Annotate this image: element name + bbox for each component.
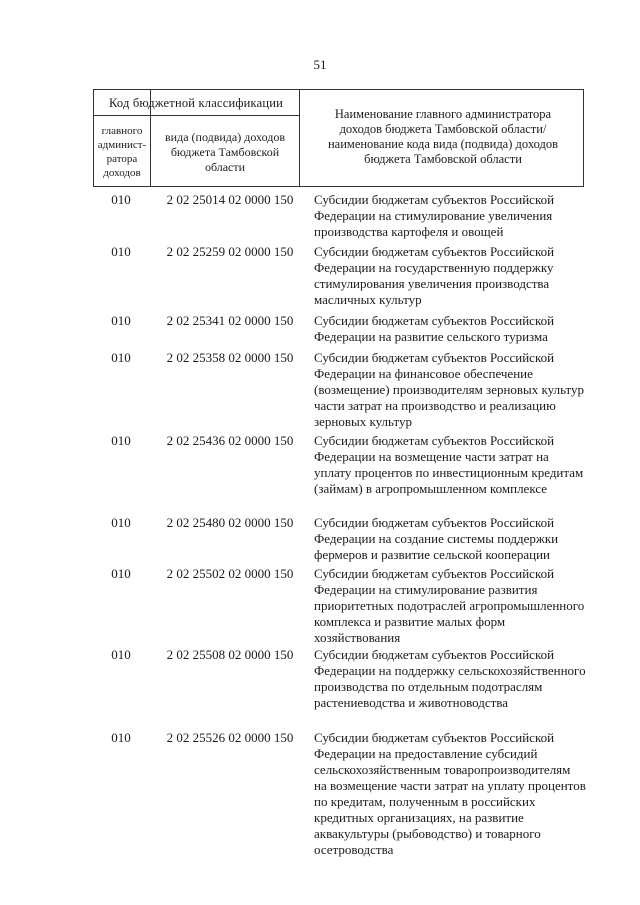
header-divider-name bbox=[299, 90, 300, 186]
header-border-right bbox=[583, 90, 584, 186]
budget-code: 2 02 25480 02 0000 150 bbox=[166, 515, 294, 530]
header-group-title: Код бюджетной классификации bbox=[108, 96, 284, 110]
admin-code: 010 bbox=[111, 730, 131, 745]
admin-code: 010 bbox=[111, 515, 131, 530]
page-number: 51 bbox=[313, 57, 327, 72]
income-name: Субсидии бюджетам субъектов Российской Федерации на государственную поддержку стимулирования увеличения производства масличных культур bbox=[314, 244, 555, 307]
header-col-code: вида (подвида) доходов бюджета Тамбовской области bbox=[165, 130, 285, 174]
admin-code: 010 bbox=[111, 647, 131, 662]
budget-code: 2 02 25508 02 0000 150 bbox=[166, 647, 294, 662]
admin-code: 010 bbox=[111, 313, 131, 328]
header-group-divider bbox=[93, 115, 299, 116]
table-header bbox=[93, 89, 584, 187]
admin-code: 010 bbox=[111, 192, 131, 207]
income-name: Субсидии бюджетам субъектов Российской Федерации на поддержку сельскохозяйственного производства по отдельным подотраслям растениеводства и животноводства bbox=[314, 647, 586, 710]
income-name: Субсидии бюджетам субъектов Российской Федерации на возмещение части затрат на уплату процентов по инвестиционным кредитам (займам) в агропромышленном комплексе bbox=[314, 433, 584, 496]
income-name: Субсидии бюджетам субъектов Российской Федерации на развитие сельского туризма bbox=[314, 313, 555, 344]
admin-code: 010 bbox=[111, 244, 131, 259]
budget-code: 2 02 25502 02 0000 150 bbox=[166, 566, 294, 581]
budget-code: 2 02 25014 02 0000 150 bbox=[166, 192, 294, 207]
income-name: Субсидии бюджетам субъектов Российской Федерации на финансовое обеспечение (возмещение) производителям зерновых культур части затрат на производство и реализацию зерновых культур bbox=[314, 350, 585, 429]
income-name: Субсидии бюджетам субъектов Российской Федерации на создание системы поддержки фермеров и развитие сельской кооперации bbox=[314, 515, 559, 562]
budget-code: 2 02 25358 02 0000 150 bbox=[166, 350, 294, 365]
budget-code: 2 02 25436 02 0000 150 bbox=[166, 433, 294, 448]
budget-code: 2 02 25341 02 0000 150 bbox=[166, 313, 294, 328]
admin-code: 010 bbox=[111, 566, 131, 581]
admin-code: 010 bbox=[111, 350, 131, 365]
header-col-name: Наименование главного администратора доходов бюджета Тамбовской области/наименование кода вида (подвида) доходов бюджета Тамбовской области bbox=[327, 107, 558, 166]
income-name: Субсидии бюджетам субъектов Российской Федерации на предоставление субсидий сельскохозяйственным товаропроизводителям на возмещение части затрат на уплату процентов по кредитам, полученным в российских кредитных организациях, на развитие аквакультуры (рыбоводство) и товарного осетроводства bbox=[314, 730, 586, 857]
budget-code: 2 02 25526 02 0000 150 bbox=[166, 730, 294, 745]
budget-code: 2 02 25259 02 0000 150 bbox=[166, 244, 294, 259]
header-col-admin: главного админист-ратора доходов bbox=[97, 125, 147, 179]
admin-code: 010 bbox=[111, 433, 131, 448]
income-name: Субсидии бюджетам субъектов Российской Федерации на стимулирование увеличения производства картофеля и овощей bbox=[314, 192, 555, 239]
income-name: Субсидии бюджетам субъектов Российской Федерации на стимулирование развития приоритетных подотраслей агропромышленного комплекса и развитие малых форм хозяйствования bbox=[314, 566, 585, 645]
